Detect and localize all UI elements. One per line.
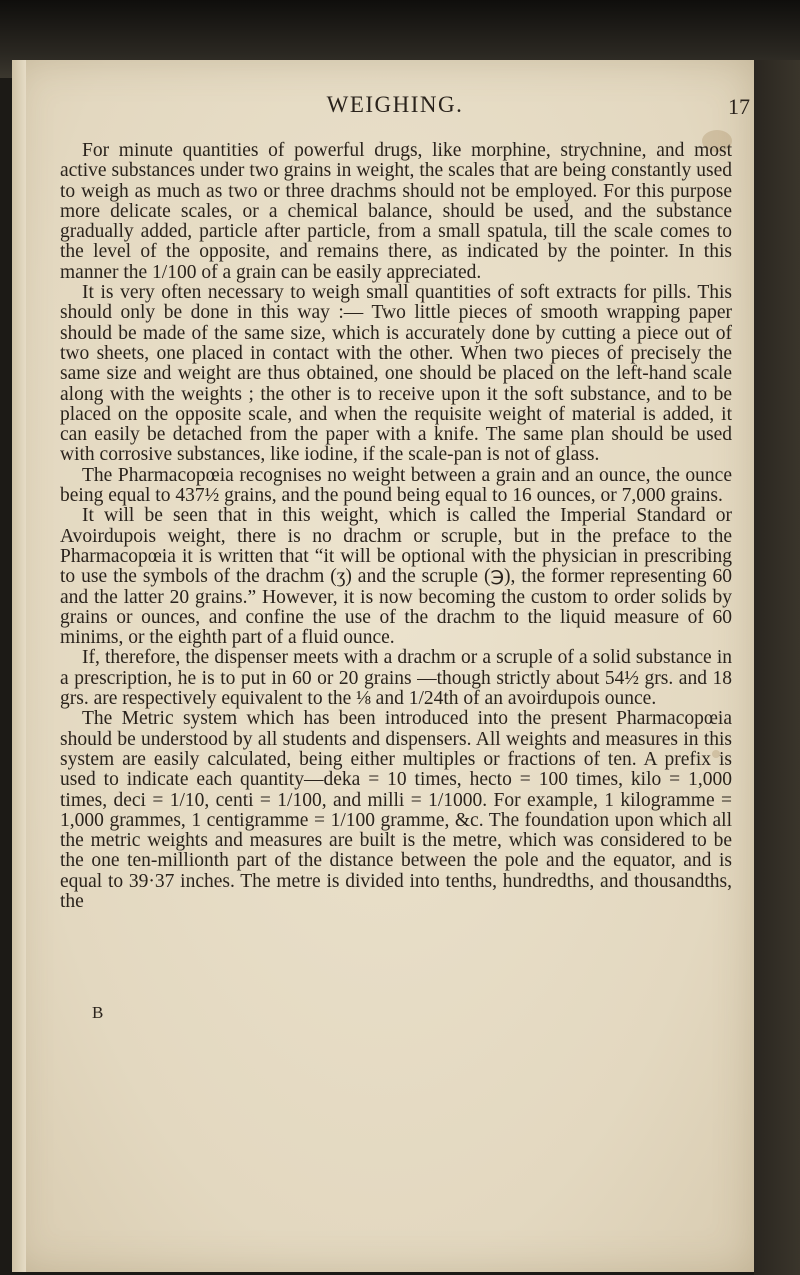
page-number: 17 xyxy=(728,94,750,119)
paragraph-6: The Metric system which has been introduced into the present Pharmacopœia should be understood by all students and dispensers. All weights and measures in this system are easily calculated, being either multiples or fractions of ten. A prefix is used to indicate each quantity—deka = 10 times, hecto = 100 times, kilo = 1,000 times, deci = 1/10, centi = 1/100, and milli = 1/1000. For example, 1 kilogramme = 1,000 grammes, 1 centigramme = 1/100 gramme, &c. The foundation upon which all the metric weights and measures are built is the metre, which was considered to be the one ten-millionth part of the distance between the pole and the equator, and is equal to 39·37 inches. The metre is divided into tenths, hundredths, and thousandths, the xyxy=(60,708,732,912)
paragraph-1: For minute quantities of powerful drugs, like morphine, strychnine, and most active substances under two grains in weight, the scales that are being constantly used to weigh as much as two or three drachms should not be employed. For this purpose more delicate scales, or a chemical balance, should be used, and the substance gradually added, particle after particle, from a small spatula, till the scale comes to the level of the opposite, and remains there, as indicated by the pointer. In this manner the 1/100 of a grain can be easily appreciated. xyxy=(60,140,732,283)
running-head xyxy=(40,92,750,132)
body-text xyxy=(60,141,732,912)
page-title: WEIGHING. xyxy=(326,92,464,117)
paragraph-3: The Pharmacopœia recognises no weight between a grain and an ounce, the ounce being equal to 437½ grains, and the pound being equal to 16 ounces, or 7,000 grains. xyxy=(60,464,732,507)
page-gutter xyxy=(12,60,26,1272)
scan-right-edge xyxy=(754,60,800,1275)
paragraph-4: It will be seen that in this weight, which is called the Imperial Standard or Avoirdupois weight, there is no drachm or scruple, but in the preface to the Pharmacopœia it is written that “it will be optional with the physician in prescribing to use the symbols of the drachm (ʒ) and the scruple (℈), the former representing 60 and the latter 20 grains.” However, it is now becoming the custom to order solids by grains or ounces, and confine the use of the drachm to the liquid measure of 60 minims, or the eighth part of a fluid ounce. xyxy=(60,505,732,649)
paragraph-2: It is very often necessary to weigh small quantities of soft extracts for pills. This should only be done in this way :— Two little pieces of smooth wrapping paper should be made of the same size, which is accurately done by cutting a piece out of two sheets, one placed in contact with the other. When two pieces of precisely the same size and weight are thus obtained, one should be placed on the left-hand scale along with the weights ; the other is to receive upon it the soft substance, and to be placed on the opposite scale, and when the requisite weight of material is added, it can easily be detached from the paper with a knife. The same plan should be used with corrosive substances, like iodine, if the scale-pan is not of glass. xyxy=(60,282,732,466)
signature-mark: B xyxy=(92,1003,104,1022)
paragraph-5: If, therefore, the dispenser meets with a drachm or a scruple of a solid substance in a prescription, he is to put in 60 or 20 grains —though strictly about 54½ grs. and 18 grs. are respectively equivalent to the ⅛ and 1/24th of an avoirdupois ounce. xyxy=(60,647,732,710)
